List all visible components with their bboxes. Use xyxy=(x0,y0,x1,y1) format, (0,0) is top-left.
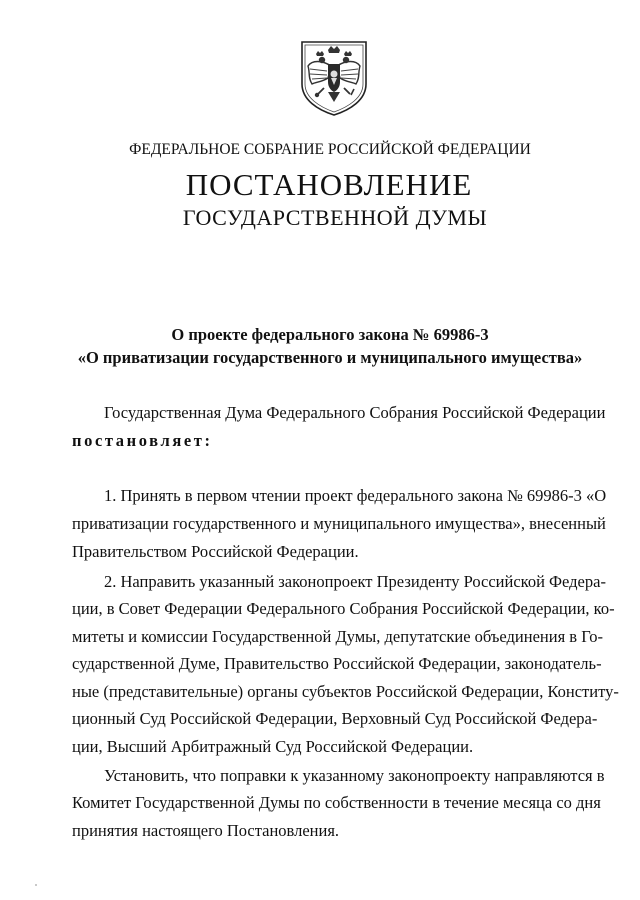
assembly-heading: ФЕДЕРАЛЬНОЕ СОБРАНИЕ РОССИЙСКОЙ ФЕДЕРАЦИИ xyxy=(129,141,531,158)
item-2-line-6: ционный Суд Российской Федерации, Верховный Суд Российской Федера- xyxy=(72,709,598,728)
subject-line-1: О проекте федерального закона № 69986-3 xyxy=(171,325,489,344)
item-2-line-2: ции, в Совет Федерации Федерального Собрания Российской Федерации, ко- xyxy=(72,599,615,618)
item-2-line-5: ные (представительные) органы субъектов Российской Федерации, Конститу- xyxy=(72,682,619,701)
scan-speck xyxy=(35,884,37,886)
item-3-line-3: принятия настоящего Постановления. xyxy=(72,821,340,840)
preamble-line: Государственная Дума Федерального Собрания Российской Федерации xyxy=(104,403,606,422)
coat-of-arms-emblem xyxy=(298,38,370,118)
item-1-line-1: 1. Принять в первом чтении проект федерального закона № 69986-3 «О xyxy=(104,486,607,505)
item-1-line-2: приватизации государственного и муниципального имущества», внесенный xyxy=(72,514,606,533)
item-2-line-1: 2. Направить указанный законопроект Президенту Российской Федера- xyxy=(104,572,606,591)
russian-coat-of-arms-icon xyxy=(298,38,370,118)
item-2-line-7: ции, Высший Арбитражный Суд Российской Федерации. xyxy=(72,737,474,756)
item-2-line-4: сударственной Думе, Правительство Российской Федерации, законодатель- xyxy=(72,654,602,673)
document-subject xyxy=(0,323,640,369)
subject-line-2: «О приватизации государственного и муниципального имущества» xyxy=(77,348,583,367)
item-3-line-1: Установить, что поправки к указанному законопроекту направляются в xyxy=(104,766,605,785)
item-1-line-3: Правительством Российской Федерации. xyxy=(72,542,359,561)
resolves-word: постановляет: xyxy=(72,431,213,450)
document-type-title: ПОСТАНОВЛЕНИЕ xyxy=(185,167,473,202)
item-2-line-3: митеты и комиссии Государственной Думы, депутатские объединения в Го- xyxy=(72,627,604,646)
item-3-line-2: Комитет Государственной Думы по собственности в течение месяца со дня xyxy=(72,793,601,812)
document-issuer: ГОСУДАРСТВЕННОЙ ДУМЫ xyxy=(182,205,488,230)
